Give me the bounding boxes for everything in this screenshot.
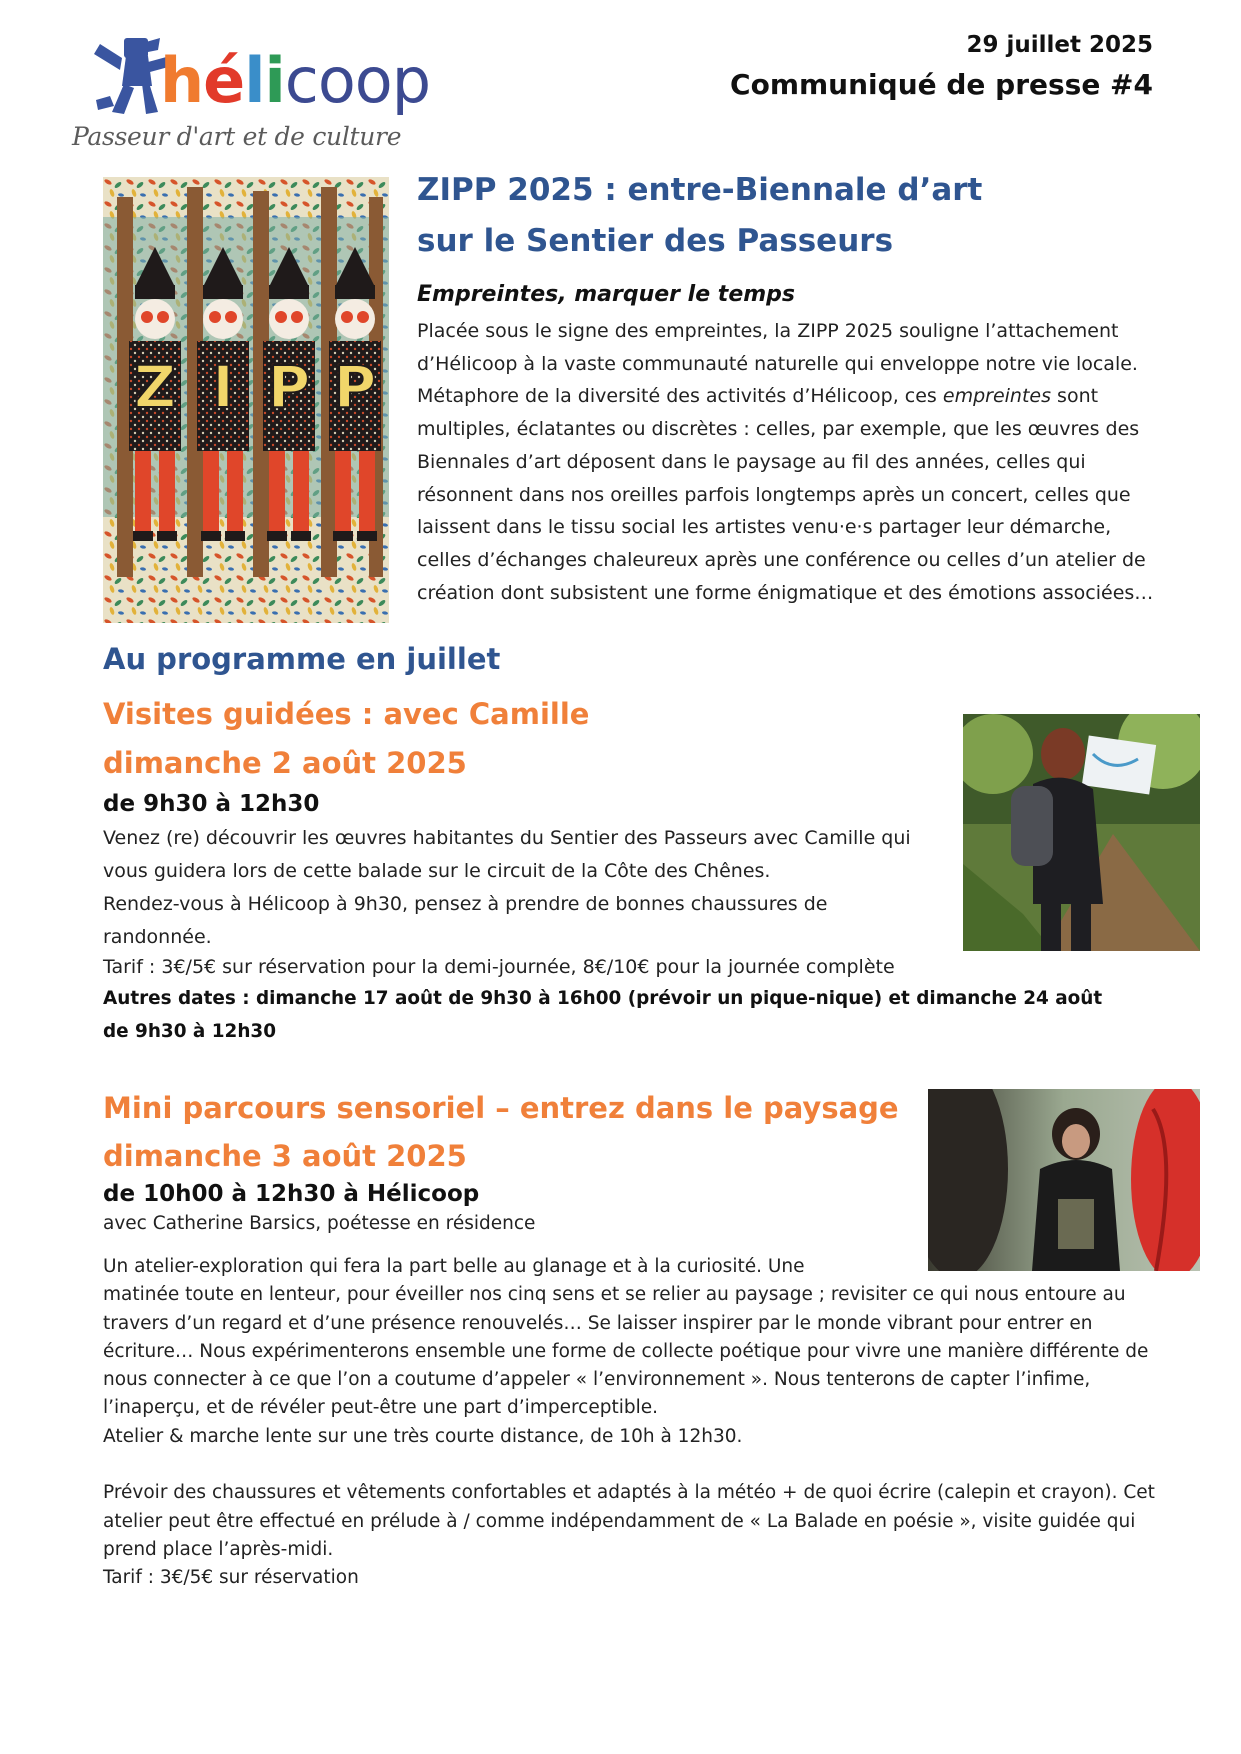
visites-hours: de 9h30 à 12h30 <box>103 791 320 817</box>
mini-title-text: Mini parcours sensoriel – entrez dans le paysage <box>103 1091 899 1125</box>
press-release-number: Communiqué de presse #4 <box>730 68 1153 101</box>
visites-title <box>103 690 589 788</box>
visites-body: Venez (re) découvrir les œuvres habitantes du Sentier des Passeurs avec Camille qui vous guidera lors de cette balade sur le circuit de la Côte des Chênes. Rendez-vous à Hélicoop à 9h30, pensez à prendre de bonnes chaussures de randonnée. <box>103 827 911 948</box>
intro-subtitle: Empreintes, marquer le temps <box>417 282 796 307</box>
mini-body: Un atelier-exploration qui fera la part belle au glanage et à la curiosité. Une matinée toute en lenteur, pour éveiller nos cinq sens et se relier au paysage ; revisiter ce qui nous entoure au travers d’un regard et d’une présence renouvelés… Se laisser inspirer par le monde vibrant pour entrer en écriture… Nous expérimenterons ensemble une forme de collecte poétique pour vivre une manière différente de nous connecter à ce que l’on a coutume d’appeler « l’environnement ». Nous tenterons de capter l’infime, l’inaperçu, et de révéler peut-être une part d’imperceptible. Atelier & marche lente sur une très courte distance, de 10h à 12h30. Prévoir des chaussures et vêtements confortables et adaptés à la météo + de quoi écrire (calepin et crayon). Cet atelier peut être effectué en prélude à / comme indépendamment de « La Balade en poésie », visite guidée qui prend place l’après-midi. Tarif : 3€/5€ sur réservation <box>103 1253 1163 1593</box>
mini-title <box>103 1084 943 1180</box>
intro-body: Placée sous le signe des empreintes, la ZIPP 2025 souligne l’attachement d’Hélicoop à la vaste communauté naturelle qui enveloppe notre vie locale. Métaphore de la diversité des activités d’Hélicoop, ces empreintes sont multiples, éclatantes ou discrètes : celles, par exemple, que les œuvres des Biennales d’art déposent dans le paysage au fil des années, celles qui résonnent dans nos oreilles parfois longtemps après un concert, celles que laissent dans le tissu social les artistes venu·e·s partager leur démarche, celles d’échanges chaleureux après une conférence ou celles d’un atelier de création dont subsistent une forme énigmatique et des émotions associées… <box>417 320 1154 604</box>
intro-title-line2: sur le Sentier des Passeurs <box>417 223 894 259</box>
intro-title <box>417 165 1157 267</box>
visites-photo <box>963 714 1200 951</box>
zipp-poster-image <box>103 177 389 623</box>
poster-letter-z: Z <box>133 353 177 421</box>
mini-date: dimanche 3 août 2025 <box>103 1139 467 1173</box>
mini-hours: de 10h00 à 12h30 à Hélicoop <box>103 1181 480 1207</box>
helicoop-logo <box>72 36 432 154</box>
poster-letter-p1: P <box>267 353 311 421</box>
intro-title-line1: ZIPP 2025 : entre-Biennale d’art <box>417 172 983 208</box>
mini-photo <box>928 1089 1200 1271</box>
visites-title-text: Visites guidées : avec Camille <box>103 697 590 731</box>
mini-blank-line <box>103 1451 1163 1479</box>
press-date: 29 juillet 2025 <box>966 32 1153 58</box>
intro-emphasis: empreintes <box>942 385 1051 408</box>
poster-letter-p2: P <box>333 353 377 421</box>
logo-tagline: Passeur d'art et de culture <box>72 122 402 151</box>
logo-wordmark: hélicoop <box>160 44 431 117</box>
visites-date: dimanche 2 août 2025 <box>103 746 467 780</box>
visites-other-dates: Autres dates : dimanche 17 août de 9h30 à 16h00 (prévoir un pique-nique) et dimanche 24 août de 9h30 à 12h30 <box>103 988 1103 1042</box>
visites-tarif: Tarif : 3€/5€ sur réservation pour la demi-journée, 8€/10€ pour la journée complète <box>103 956 895 978</box>
mini-with: avec Catherine Barsics, poétesse en résidence <box>103 1213 536 1234</box>
programme-title: Au programme en juillet <box>103 642 501 676</box>
poster-letter-i: I <box>212 353 234 421</box>
